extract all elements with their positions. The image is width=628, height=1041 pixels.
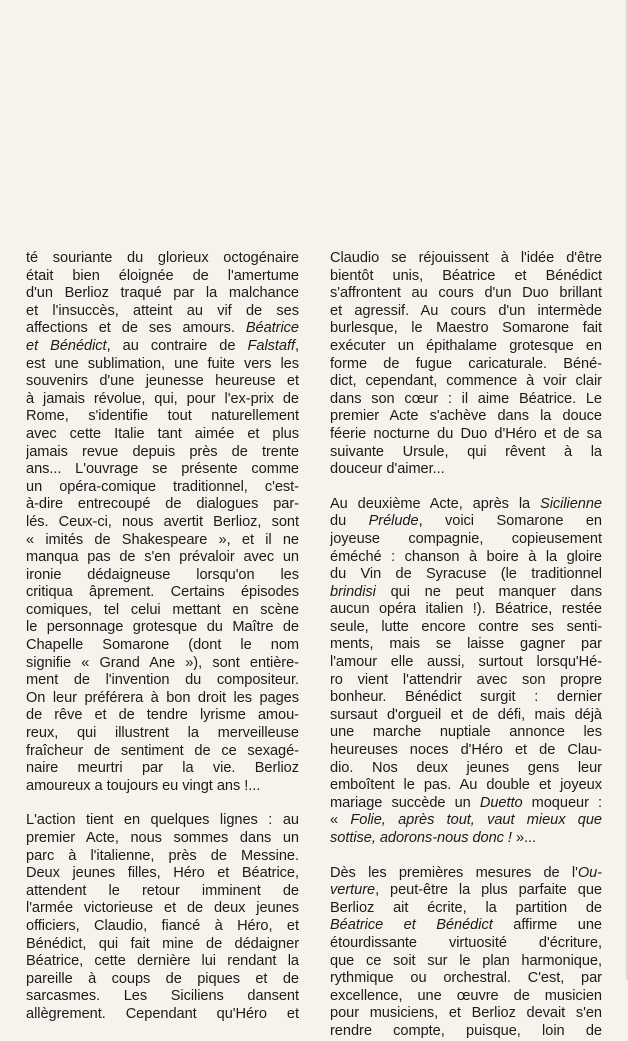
right-column [330,250,602,1041]
text-line [330,953,602,971]
text-line [26,848,299,866]
text-line [26,444,299,462]
text-segment: reux, qui illustrent la merveilleuse [26,725,299,742]
text-line [26,812,299,830]
italic-text: brindisi [330,583,376,600]
text-segment: joyeuse compagnie, copieusement [330,530,602,547]
text-segment: dio. Nos deux jeunes gens leur [330,759,602,776]
text-segment: et l'insuccès, atteint au vif de ses [26,302,299,319]
text-line [26,514,299,532]
text-segment: , peut-être la plus parfaite que [375,882,602,899]
text-segment: manqua pas de s'en prévaloir avec un [26,549,299,566]
italic-text: Folie, après tout, vaut mieux que [350,812,602,829]
text-line [26,619,299,637]
text-line [26,532,299,550]
text-line [330,426,602,444]
text-line [330,917,602,935]
text-line [330,636,602,654]
text-segment: le personnage grotesque du Maître de [26,619,299,636]
text-line [26,672,299,690]
text-segment: exécuter un épithalame grotesque en [330,337,602,354]
text-line [330,724,602,742]
text-segment: éméché : chanson à boire à la gloire [330,548,602,565]
text-line [26,268,299,286]
text-line [26,936,299,954]
text-segment: Chapelle Somarone (dont le nom [26,637,299,654]
text-segment: « [330,812,351,829]
text-segment: excellence, une œuvre de musicien [330,987,602,1004]
text-line [26,988,299,1006]
text-segment: ment de l'invention du compositeur. [26,672,299,689]
text-segment: pareille à coups de piques et de [26,970,299,987]
text-segment: Rome, s'identifie tout naturellement [26,408,299,425]
text-line [330,760,602,778]
text-segment: dict, cependant, commence à voir clair [330,373,602,390]
italic-text: Béatrice [245,320,299,337]
text-segment: heureuses noces d'Héro et de Clau- [330,742,602,759]
text-segment: naire meurtri par la vie. Berlioz [26,760,299,777]
text-segment: bientôt unis, Béatrice et Bénédict [330,267,602,284]
text-segment: ironie dédaigneuse lorsqu'on les [26,566,299,583]
text-line [330,496,602,514]
text-segment: Dès les premières mesures de l' [330,864,578,881]
text-segment: est une sublimation, une fuite vers les [26,355,299,372]
text-segment: Claudio se réjouissent à l'idée d'être [330,250,602,266]
text-segment: affections et de ses amours. [26,320,246,337]
text-line [26,426,299,444]
text-line [330,338,602,356]
text-segment: « imités de Shakespeare », et il ne [26,531,299,548]
text-line [330,250,602,268]
text-segment: signifie « Grand Ane »), sont entière- [26,654,299,671]
text-segment: premier Acte, nous sommes dans un [26,830,299,846]
text-segment: Bénédict, qui fait mine de dédaigner [26,935,299,952]
text-segment: , voici Somarone en [418,513,602,530]
text-segment: Berlioz ait écrite, la partition de [330,899,602,916]
text-line [26,479,299,497]
text-segment: comiques, tel celui mettant en scène [26,601,299,618]
text-segment: jamais revue depuis près de trente [26,443,299,460]
text-line [330,444,602,462]
text-segment: emboîtent le pas. Au double et joyeux [330,777,602,794]
text-line [330,356,602,374]
text-line [26,496,299,514]
text-segment: affirme une [492,917,602,934]
text-line [330,1023,602,1041]
italic-text: Sicilienne [540,495,602,512]
text-line [330,882,602,900]
text-line [330,935,602,953]
text-line [26,725,299,743]
text-line [26,760,299,778]
text-line [26,391,299,409]
text-segment: rythmique ou orchestral. C'est, par [330,970,602,987]
text-segment: parc à l'italienne, près de Messine. [26,847,299,864]
text-segment: était bien éloignée de l'amertume [26,267,299,284]
text-segment: amoureux a toujours eu vingt ans !... [26,777,261,794]
text-line [26,743,299,761]
text-line [26,637,299,655]
text-segment: étourdissante virtuosité d'écriture, [330,934,602,951]
text-line [26,584,299,602]
text-segment: suivante Ursule, qui rêvent à la [330,443,602,460]
text-line [330,531,602,549]
text-segment: moqueur : [522,794,602,811]
text-segment: pour musiciens, et Berlioz devait s'en [330,1005,602,1022]
text-segment: que ce soit sur le plan harmonique, [330,952,602,969]
text-segment: lés. Ceux-ci, nous avertit Berlioz, sont [26,513,299,530]
text-line [26,830,299,848]
text-line [330,320,602,338]
text-segment: bonheur. Bénédict surgit : dernier [330,689,602,706]
paragraph [330,496,602,848]
text-segment: Au deuxième Acte, après la [330,495,541,512]
text-segment: premier Acte s'achève dans la douce [330,408,602,425]
text-line [330,812,602,830]
text-line [26,900,299,918]
text-segment: »... [511,830,537,846]
paragraph [330,250,602,479]
text-line [26,338,299,356]
text-segment: On leur préférera à bon droit les pages [26,689,299,706]
text-line [330,707,602,725]
text-line [26,250,299,268]
text-line [26,320,299,338]
text-line [330,408,602,426]
text-line [330,549,602,567]
text-line [26,707,299,725]
text-segment: ans... L'ouvrage se présente comme [26,461,299,478]
text-segment: avec cette Italie tant aimée et plus [26,425,299,442]
text-segment: burlesque, le Maestro Somarone fait [330,320,602,337]
text-line [330,566,602,584]
text-line [330,601,602,619]
text-segment: seule, lutte encore contre ses senti- [330,618,602,635]
italic-text: Ou- [577,864,602,881]
text-line [330,742,602,760]
text-line [330,988,602,1006]
text-segment: aucun opéra italien !). Béatrice, restée [330,601,602,618]
text-line [330,513,602,531]
italic-text: Falstaff [247,337,295,354]
text-segment: douceur d'aimer... [330,461,445,478]
text-segment: fraîcheur de sentiment de ce sexagé- [26,742,299,759]
text-segment: un opéra-comique traditionnel, c'est- [26,478,299,495]
text-line [26,655,299,673]
text-line [26,953,299,971]
text-segment: une marche nuptiale annonce les [330,724,602,741]
text-segment: qui ne peut manquer dans [375,583,602,600]
text-segment: à jamais révolue, qui, pour l'ex-prix de [26,390,299,407]
text-line [330,461,602,479]
text-segment: du [330,513,369,530]
text-segment: rendre compte, puisque, loin de [330,1022,602,1039]
text-segment: s'affrontent au cours d'un Duo brillant [330,285,602,302]
italic-text: Béatrice et Bénédict [330,917,493,934]
text-line [26,549,299,567]
text-line [330,1005,602,1023]
text-line [330,777,602,795]
text-line [26,918,299,936]
text-segment: , au contraire de [106,337,248,354]
text-line [26,303,299,321]
text-line [330,672,602,690]
italic-text: verture [330,882,376,899]
text-line [330,654,602,672]
text-line [26,883,299,901]
text-segment: Béatrice, cette dernière lui rendant la [26,953,299,970]
text-segment: , [294,337,299,354]
text-segment: l'amour elle aussi, surtout lorsqu'Hé- [330,654,602,671]
paragraph [330,865,602,1041]
text-segment: dans son cœur : il aime Béatrice. Le [330,390,602,407]
text-line [330,584,602,602]
paragraph [26,812,299,1023]
text-segment: té souriante du glorieux octogénaire [26,250,299,266]
text-line [26,602,299,620]
italic-text: et Bénédict [26,337,107,354]
italic-text: Duetto [479,794,523,811]
text-segment: ments, mais se laisse gagner par [330,636,602,653]
text-segment: à-dire entrecoupé de dialogues par- [26,496,299,513]
text-line [26,356,299,374]
text-segment: sursaut d'orgueil et de défi, mais déjà [330,706,602,723]
italic-text: Prélude [368,513,419,530]
text-segment: forme de fugue caricaturale. Béné- [330,355,602,372]
text-line [330,865,602,883]
text-line [330,900,602,918]
text-line [26,567,299,585]
text-line [26,461,299,479]
text-line [26,285,299,303]
text-segment: critiqua âprement. Certains épisodes [26,584,299,601]
text-segment: allègrement. Cependant qu'Héro et [26,1005,299,1022]
text-segment: souvenirs d'une jeunesse heureuse et [26,373,299,390]
text-segment: ro vient l'attendrir avec son propre [330,671,602,688]
text-line [26,865,299,883]
text-segment: l'armée victorieuse et de deux jeunes [26,900,299,917]
text-line [330,373,602,391]
text-segment: sarcasmes. Les Siciliens dansent [26,988,299,1005]
text-segment: féerie nocturne du Duo d'Héro et de sa [330,425,602,442]
text-line [330,391,602,409]
text-segment: attendent le retour imminent de [26,882,299,899]
text-segment: mariage succède un [330,794,480,811]
text-segment: de rêve et de tendre lyrisme amou- [26,707,299,724]
text-line [330,830,602,848]
paragraph [26,250,299,795]
text-line [330,689,602,707]
text-segment: L'action tient en quelques lignes : au [26,812,299,829]
text-segment: du Vin de Syracuse (le traditionnel [330,566,602,583]
text-segment: d'un Berlioz traqué par la malchance [26,285,299,302]
text-line [26,373,299,391]
text-segment: et agressif. Au cours d'un intermède [330,302,602,319]
text-segment: officiers, Claudio, fiancé à Héro, et [26,917,299,934]
text-line [26,408,299,426]
text-line [330,303,602,321]
text-segment: Deux jeunes filles, Héro et Béatrice, [26,865,299,882]
text-line [330,285,602,303]
text-line [330,619,602,637]
text-line [26,1006,299,1024]
text-line [26,690,299,708]
text-line [330,795,602,813]
italic-text: sottise, adorons-nous donc ! [330,830,512,846]
text-line [330,970,602,988]
left-column [26,250,299,1024]
text-line [330,268,602,286]
text-line [26,778,299,796]
